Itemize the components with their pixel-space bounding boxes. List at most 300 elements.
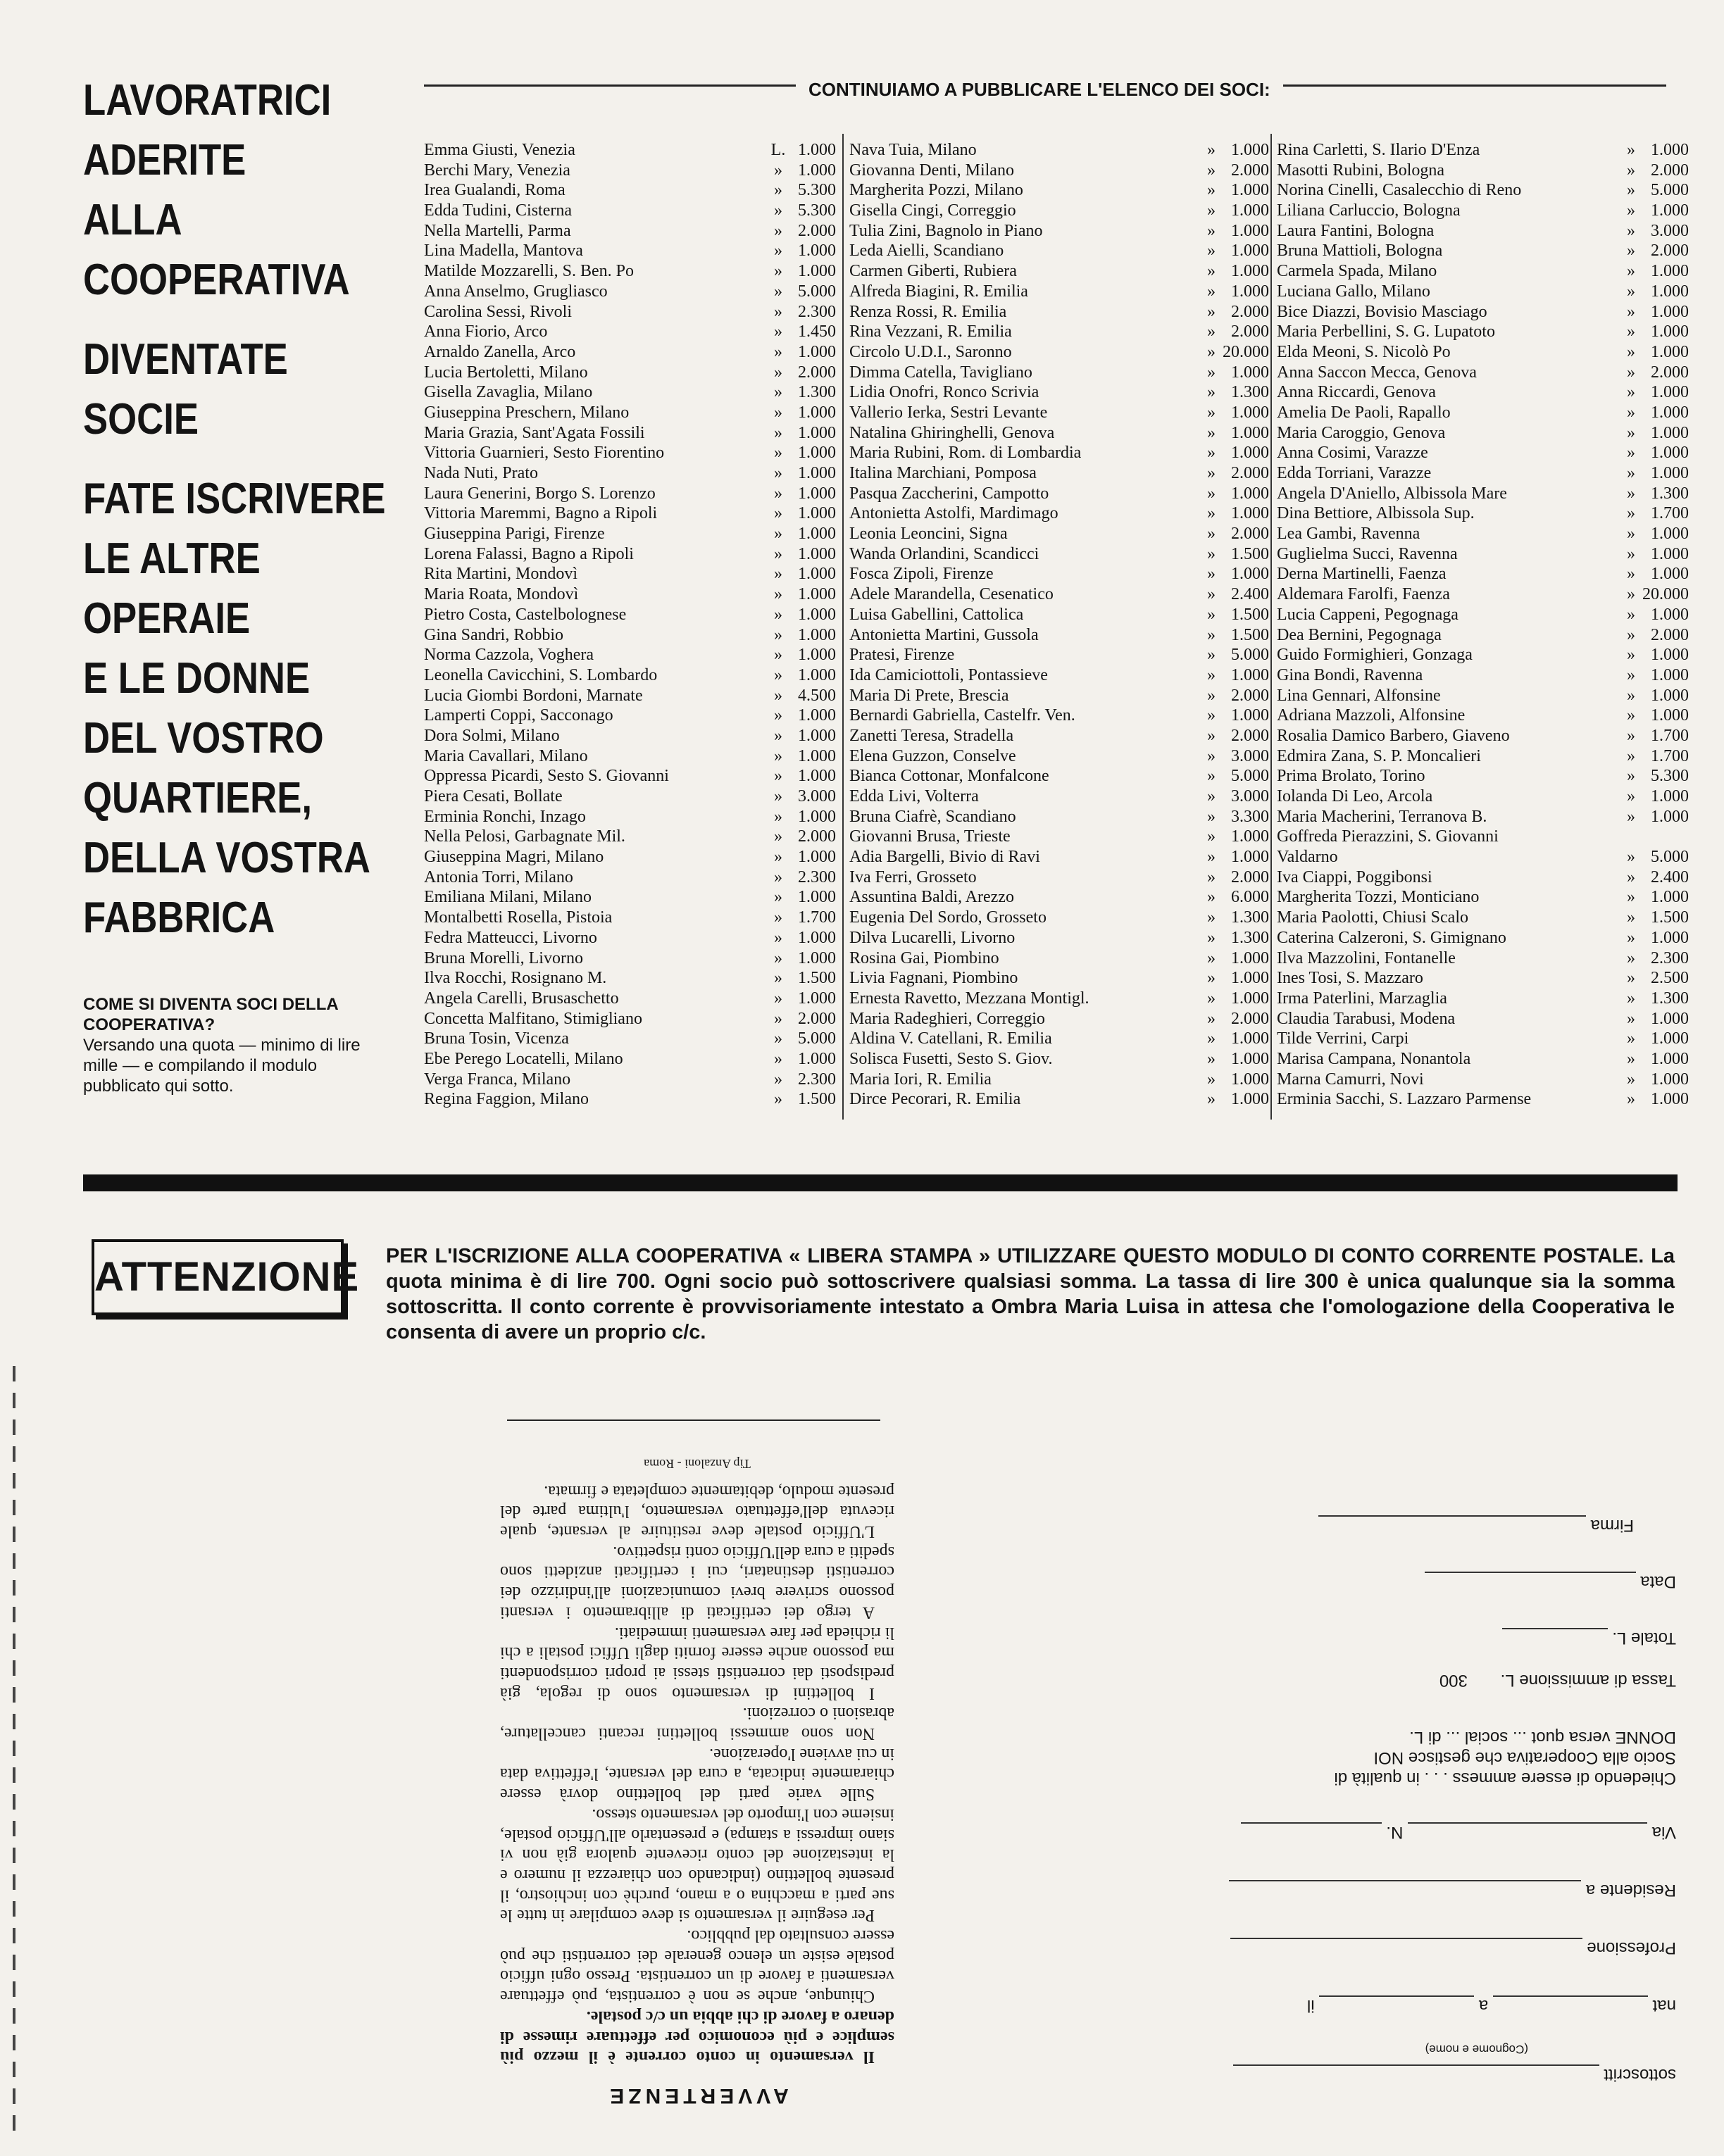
member-name: Gisella Zavaglia, Milano [424, 383, 593, 402]
form-data: Data [1640, 1572, 1676, 1591]
member-amount: 1.000 [1231, 403, 1269, 422]
member-row [849, 767, 1269, 787]
member-amount: 1.000 [798, 706, 836, 725]
member-name: Gina Bondi, Ravenna [1277, 665, 1423, 684]
member-row [424, 262, 836, 282]
member-name: Erminia Ronchi, Inzago [424, 807, 586, 826]
perforation-mark [13, 1553, 15, 1569]
member-name: Liliana Carluccio, Bologna [1277, 201, 1461, 220]
member-name: Antonia Torri, Milano [424, 867, 573, 886]
member-row [424, 929, 836, 949]
member-row [424, 383, 836, 403]
ditto-mark: » [1207, 948, 1216, 967]
member-amount: 1.000 [798, 767, 836, 786]
perforation-mark [13, 2008, 15, 2024]
member-amount: 2.400 [1231, 585, 1269, 604]
member-amount: 5.000 [798, 1029, 836, 1048]
ditto-mark: » [1627, 888, 1635, 907]
member-amount: 1.300 [1231, 383, 1269, 402]
ditto-mark: » [1627, 544, 1635, 563]
member-amount: 1.000 [1231, 989, 1269, 1008]
member-amount: 2.000 [798, 221, 836, 240]
member-amount: 1.000 [798, 444, 836, 463]
ditto-mark: » [774, 686, 782, 705]
member-amount: 5.000 [1231, 646, 1269, 665]
member-amount: 2.000 [798, 1009, 836, 1028]
member-name: Dea Bernini, Pegognaga [1277, 625, 1442, 644]
member-row [424, 1029, 836, 1050]
perforation-mark [13, 1527, 15, 1542]
member-name: Maria Rubini, Rom. di Lombardia [849, 444, 1082, 463]
form-profession-line[interactable] [1230, 1938, 1582, 1956]
member-name: Ida Camiciottoli, Pontassieve [849, 665, 1048, 684]
member-name: Lucia Giombi Bordoni, Marnate [424, 686, 643, 705]
ditto-mark: » [1207, 1009, 1216, 1028]
form-total-line[interactable] [1502, 1628, 1608, 1646]
member-amount: 3.000 [1231, 746, 1269, 765]
member-amount: 1.000 [798, 544, 836, 563]
member-amount: 1.000 [1231, 201, 1269, 220]
member-row [1277, 343, 1689, 363]
member-amount: 1.000 [1231, 181, 1269, 200]
avvertenze-block [500, 1429, 894, 2105]
perforation-mark [13, 1928, 15, 1943]
ditto-mark: » [1627, 444, 1635, 463]
member-row [424, 908, 836, 929]
member-name: Pietro Costa, Castelbolognese [424, 605, 627, 624]
ditto-mark: » [1207, 686, 1216, 705]
member-name: Eugenia Del Sordo, Grosseto [849, 908, 1047, 927]
ditto-mark: » [1207, 201, 1216, 220]
ditto-mark: » [774, 948, 782, 967]
member-name: Nada Nuti, Prato [424, 464, 538, 482]
member-row [849, 888, 1269, 908]
member-row [1277, 827, 1689, 848]
member-row [849, 565, 1269, 585]
ditto-mark: » [1627, 322, 1635, 341]
member-name: Antonietta Astolfi, Mardimago [849, 504, 1058, 523]
form-place-line[interactable] [1319, 1995, 1474, 2014]
member-row [849, 747, 1269, 767]
ditto-mark: » [1627, 787, 1635, 806]
form-a: a [1478, 1996, 1489, 2015]
member-name: Anna Saccon Mecca, Genova [1277, 363, 1477, 382]
member-amount: 2.000 [1231, 464, 1269, 482]
ditto-mark: » [774, 504, 782, 523]
ditto-mark: » [1207, 1029, 1216, 1048]
ditto-mark: » [1207, 262, 1216, 281]
member-row [424, 504, 836, 525]
member-name: Prima Brolato, Torino [1277, 767, 1425, 786]
member-row [849, 504, 1269, 525]
ditto-mark: » [774, 908, 782, 927]
member-name: Nella Martelli, Parma [424, 221, 571, 240]
member-name: Montalbetti Rosella, Pistoia [424, 908, 613, 927]
perforation-mark [13, 2035, 15, 2050]
form-residence-line[interactable] [1229, 1880, 1581, 1898]
perforation-mark [13, 1473, 15, 1488]
member-row [1277, 464, 1689, 484]
ditto-mark: » [1207, 504, 1216, 523]
form-date-line[interactable] [1425, 1572, 1636, 1590]
member-name: Margherita Tozzi, Monticiano [1277, 888, 1480, 907]
member-amount: 1.000 [1651, 525, 1689, 544]
printer-credit: Tip Anzaloni - Roma [644, 1456, 751, 1471]
member-amount: 1.000 [798, 141, 836, 159]
perforation-mark [13, 2088, 15, 2104]
member-name: Vittoria Guarnieri, Sesto Fiorentino [424, 444, 665, 463]
member-name: Nella Pelosi, Garbagnate Mil. [424, 827, 625, 846]
member-row [849, 242, 1269, 262]
member-name: Maria Di Prete, Brescia [849, 686, 1009, 705]
member-name: Norma Cazzola, Voghera [424, 646, 594, 665]
ditto-mark: » [1627, 948, 1635, 967]
member-name: Ernesta Ravetto, Mezzana Montigl. [849, 989, 1089, 1008]
member-amount: 1.000 [1651, 322, 1689, 341]
headline-line: LE ALTRE [83, 534, 261, 583]
member-name: Tulia Zini, Bagnolo in Piano [849, 221, 1043, 240]
member-amount: 1.000 [1651, 201, 1689, 220]
member-row [849, 687, 1269, 707]
member-amount: 20.000 [1642, 585, 1689, 604]
member-row [849, 666, 1269, 687]
member-amount: 1.000 [1651, 423, 1689, 442]
member-row [424, 343, 836, 363]
form-nat: nat [1652, 1996, 1676, 2015]
member-amount: 1.500 [1651, 908, 1689, 927]
member-name: Gisella Cingi, Correggio [849, 201, 1016, 220]
headline-line: ALLA [83, 196, 182, 244]
member-name: Verga Franca, Milano [424, 1070, 571, 1089]
form-birth-line[interactable] [1493, 1995, 1648, 2014]
ditto-mark: » [774, 787, 782, 806]
perforation-mark [13, 2062, 15, 2077]
member-amount: 2.000 [1651, 363, 1689, 382]
form-name-line[interactable] [1233, 2064, 1599, 2083]
member-amount: 1.000 [798, 646, 836, 665]
member-amount: 1.000 [1651, 706, 1689, 725]
ditto-mark: » [774, 282, 782, 301]
member-row [849, 282, 1269, 303]
member-row [849, 626, 1269, 646]
ditto-mark: » [1207, 383, 1216, 402]
member-amount: 1.000 [1651, 282, 1689, 301]
ditto-mark: » [1207, 706, 1216, 725]
perforation-mark [13, 1981, 15, 1997]
ditto-mark: » [774, 746, 782, 765]
member-row [849, 262, 1269, 282]
member-amount: 5.300 [798, 201, 836, 220]
member-row [1277, 525, 1689, 545]
perforation-mark [13, 1714, 15, 1729]
member-row [849, 606, 1269, 626]
member-amount: 1.000 [798, 726, 836, 745]
member-amount: 3.000 [1231, 787, 1269, 806]
member-name: Livia Fagnani, Piombino [849, 969, 1018, 988]
member-amount: 1.000 [1231, 706, 1269, 725]
member-row [424, 787, 836, 808]
member-row [424, 687, 836, 707]
avvertenze-paragraph: A tergo dei certificati di allibramento i versanti possono scrivere brevi comunicazioni all'indirizzo dei correntisti destinatari, cui i certificati anzidetti sono spediti a cura dell'Ufficio conti rispettivo. [500, 1542, 894, 1622]
member-row [849, 808, 1269, 828]
member-amount: 1.000 [1651, 1009, 1689, 1028]
member-name: Margherita Pozzi, Milano [849, 181, 1023, 200]
form-signature-line[interactable] [1318, 1515, 1586, 1534]
member-amount: 1.000 [1651, 928, 1689, 947]
member-row [424, 282, 836, 303]
member-amount: 1.000 [1231, 141, 1269, 159]
member-row [849, 525, 1269, 545]
ditto-mark: » [1627, 969, 1635, 988]
form-n: N. [1386, 1823, 1404, 1842]
member-amount: 2.000 [1231, 686, 1269, 705]
ditto-mark: » [1627, 342, 1635, 361]
ditto-mark: » [1207, 827, 1216, 846]
member-name: Arnaldo Zanella, Arco [424, 342, 576, 361]
avvertenze-paragraph: Non sono ammessi bollettini recanti cancellature, abrasioni o correzioni. [500, 1704, 894, 1743]
member-amount: 1.000 [798, 423, 836, 442]
member-row [849, 161, 1269, 182]
member-name: Assuntina Baldi, Arezzo [849, 888, 1014, 907]
member-name: Amelia De Paoli, Rapallo [1277, 403, 1451, 422]
member-amount: 2.400 [1651, 867, 1689, 886]
member-amount: 1.000 [798, 242, 836, 261]
ditto-mark: » [1207, 484, 1216, 503]
member-name: Lea Gambi, Ravenna [1277, 525, 1420, 544]
headline-paragraph [83, 330, 353, 449]
perforation-mark [13, 1901, 15, 1917]
ditto-mark: » [774, 363, 782, 382]
member-name: Leonia Leoncini, Signa [849, 525, 1008, 544]
member-name: Giovanna Denti, Milano [849, 161, 1014, 180]
member-row [424, 808, 836, 828]
member-name: Fedra Matteucci, Livorno [424, 928, 597, 947]
member-row [1277, 403, 1689, 424]
member-amount: 1.300 [1651, 484, 1689, 503]
member-name: Iva Ciappi, Poggibonsi [1277, 867, 1432, 886]
ditto-mark: » [774, 525, 782, 544]
member-name: Lina Madella, Mantova [424, 242, 583, 261]
member-amount: 1.000 [798, 403, 836, 422]
member-amount: 1.000 [1651, 1049, 1689, 1068]
member-amount: 1.000 [798, 848, 836, 867]
perforation-mark [13, 1634, 15, 1649]
member-name: Anna Cosimi, Varazze [1277, 444, 1428, 463]
member-name: Maria Perbellini, S. G. Lupatoto [1277, 322, 1495, 341]
member-name: Lucia Bertoletti, Milano [424, 363, 588, 382]
member-row [849, 1090, 1269, 1110]
member-row [424, 1090, 836, 1110]
ditto-mark: » [774, 1070, 782, 1089]
perforation-mark [13, 1446, 15, 1462]
ditto-mark: » [1627, 646, 1635, 665]
member-name: Giuseppina Magri, Milano [424, 848, 604, 867]
member-name: Caterina Calzeroni, S. Gimignano [1277, 928, 1506, 947]
ditto-mark: » [1627, 383, 1635, 402]
member-amount: 2.000 [1651, 161, 1689, 180]
member-row [1277, 989, 1689, 1010]
member-name: Bruna Morelli, Livorno [424, 948, 583, 967]
member-row [424, 949, 836, 970]
perforation-mark [13, 1687, 15, 1703]
member-amount: 5.000 [1651, 848, 1689, 867]
member-row [424, 303, 836, 323]
avvertenze-title: AVVERTENZE [606, 2084, 789, 2107]
member-row [849, 646, 1269, 666]
ditto-mark: » [774, 625, 782, 644]
ditto-mark: » [1627, 706, 1635, 725]
member-row [1277, 262, 1689, 282]
perforation-mark [13, 2115, 15, 2131]
member-row [849, 706, 1269, 727]
member-name: Giuseppina Parigi, Firenze [424, 525, 605, 544]
member-name: Rosalia Damico Barbero, Giaveno [1277, 726, 1510, 745]
member-name: Lidia Onofri, Ronco Scrivia [849, 383, 1039, 402]
ditto-mark: » [1627, 928, 1635, 947]
member-name: Lucia Cappeni, Pegognaga [1277, 605, 1458, 624]
ditto-mark: » [1207, 888, 1216, 907]
member-row [1277, 666, 1689, 687]
member-name: Luisa Gabellini, Cattolica [849, 605, 1024, 624]
ditto-mark: » [1627, 423, 1635, 442]
member-row [1277, 848, 1689, 868]
ditto-mark: » [1627, 484, 1635, 503]
member-amount: 1.500 [1231, 544, 1269, 563]
member-row [424, 424, 836, 444]
ditto-mark: » [774, 807, 782, 826]
member-name: Maria Paolotti, Chiusi Scalo [1277, 908, 1468, 927]
member-row [424, 161, 836, 182]
member-amount: 1.000 [1651, 787, 1689, 806]
member-name: Goffreda Pierazzini, S. Giovanni [1277, 827, 1499, 846]
ditto-mark: » [1627, 181, 1635, 200]
member-name: Gina Sandri, Robbio [424, 625, 563, 644]
member-name: Vittoria Maremmi, Bagno a Ripoli [424, 504, 658, 523]
form-via: Via [1651, 1823, 1676, 1842]
ditto-mark: » [1207, 848, 1216, 867]
member-amount: 1.000 [798, 565, 836, 584]
member-name: Aldina V. Catellani, R. Emilia [849, 1029, 1052, 1048]
member-name: Regina Faggion, Milano [424, 1090, 589, 1109]
member-name: Pasqua Zaccherini, Campotto [849, 484, 1049, 503]
member-row [424, 464, 836, 484]
ditto-mark: » [1627, 1070, 1635, 1089]
attention-label: ATTENZIONE [92, 1239, 344, 1315]
perforation-mark [13, 1848, 15, 1863]
form-number-line[interactable] [1241, 1822, 1382, 1841]
member-row [424, 363, 836, 384]
ditto-mark: » [774, 342, 782, 361]
member-row [1277, 1010, 1689, 1030]
member-row [849, 868, 1269, 889]
member-name: Edda Torriani, Varazze [1277, 464, 1432, 482]
member-amount: 1.000 [1231, 1029, 1269, 1048]
ditto-mark: » [774, 302, 782, 321]
section-bar [83, 1174, 1678, 1191]
member-row [424, 848, 836, 868]
member-row [424, 606, 836, 626]
member-row [849, 1029, 1269, 1050]
member-row [849, 201, 1269, 222]
member-row [849, 424, 1269, 444]
member-row [1277, 322, 1689, 343]
member-amount: 1.000 [798, 504, 836, 523]
member-name: Adriana Mazzoli, Alfonsine [1277, 706, 1466, 725]
member-name: Maria Cavallari, Milano [424, 746, 588, 765]
how-to-join [83, 994, 393, 1096]
form-street-line[interactable] [1408, 1822, 1647, 1841]
headline-line: DEL VOSTRO [83, 714, 324, 763]
member-name: Dora Solmi, Milano [424, 726, 560, 745]
ditto-mark: » [1207, 726, 1216, 745]
member-row [849, 141, 1269, 161]
member-column-1 [424, 141, 836, 1127]
ditto-mark: » [774, 1009, 782, 1028]
member-row [849, 908, 1269, 929]
member-name: Bernardi Gabriella, Castelfr. Ven. [849, 706, 1075, 725]
member-name: Iolanda Di Leo, Arcola [1277, 787, 1433, 806]
ditto-mark: » [1207, 807, 1216, 826]
member-amount: 2.000 [798, 363, 836, 382]
ditto-mark: » [774, 484, 782, 503]
member-amount: 2.000 [1231, 161, 1269, 180]
member-row [424, 868, 836, 889]
member-row [424, 181, 836, 201]
member-row [1277, 383, 1689, 403]
member-name: Bruna Tosin, Vicenza [424, 1029, 569, 1048]
member-name: Bruna Mattioli, Bologna [1277, 242, 1443, 261]
member-name: Leonella Cavicchini, S. Lombardo [424, 665, 658, 684]
ditto-mark: » [1207, 161, 1216, 180]
member-row [849, 1050, 1269, 1070]
member-amount: 3.000 [798, 787, 836, 806]
member-amount: 1.000 [798, 1049, 836, 1068]
ditto-mark: » [1207, 625, 1216, 644]
member-amount: 1.000 [1231, 948, 1269, 967]
ditto-mark: » [1207, 767, 1216, 786]
member-row [424, 322, 836, 343]
member-row [1277, 201, 1689, 222]
ditto-mark: » [774, 262, 782, 281]
headline-line: SOCIE [83, 395, 199, 444]
member-name: Aldemara Farolfi, Faenza [1277, 585, 1450, 604]
member-row [849, 949, 1269, 970]
member-amount: 2.000 [1231, 322, 1269, 341]
headline-line: QUARTIERE, [83, 774, 313, 822]
member-row [849, 969, 1269, 989]
member-row [1277, 1050, 1689, 1070]
member-amount: 1.000 [1231, 444, 1269, 463]
member-name: Concetta Malfitano, Stimigliano [424, 1009, 642, 1028]
ditto-mark: » [1207, 646, 1216, 665]
ditto-mark: » [774, 161, 782, 180]
ditto-mark: » [1207, 1049, 1216, 1068]
member-name: Irma Paterlini, Marzaglia [1277, 989, 1447, 1008]
ditto-mark: » [1627, 585, 1635, 604]
member-name: Maria Caroggio, Genova [1277, 423, 1446, 442]
member-name: Matilde Mozzarelli, S. Ben. Po [424, 262, 634, 281]
member-amount: 1.000 [1231, 363, 1269, 382]
member-name: Rina Vezzani, R. Emilia [849, 322, 1012, 341]
member-amount: 4.500 [798, 686, 836, 705]
member-name: Iva Ferri, Grosseto [849, 867, 977, 886]
ditto-mark: » [774, 1029, 782, 1048]
member-amount: 2.000 [1231, 726, 1269, 745]
member-row [1277, 585, 1689, 606]
member-row [1277, 908, 1689, 929]
member-name: Zanetti Teresa, Stradella [849, 726, 1014, 745]
member-amount: 1.000 [798, 888, 836, 907]
